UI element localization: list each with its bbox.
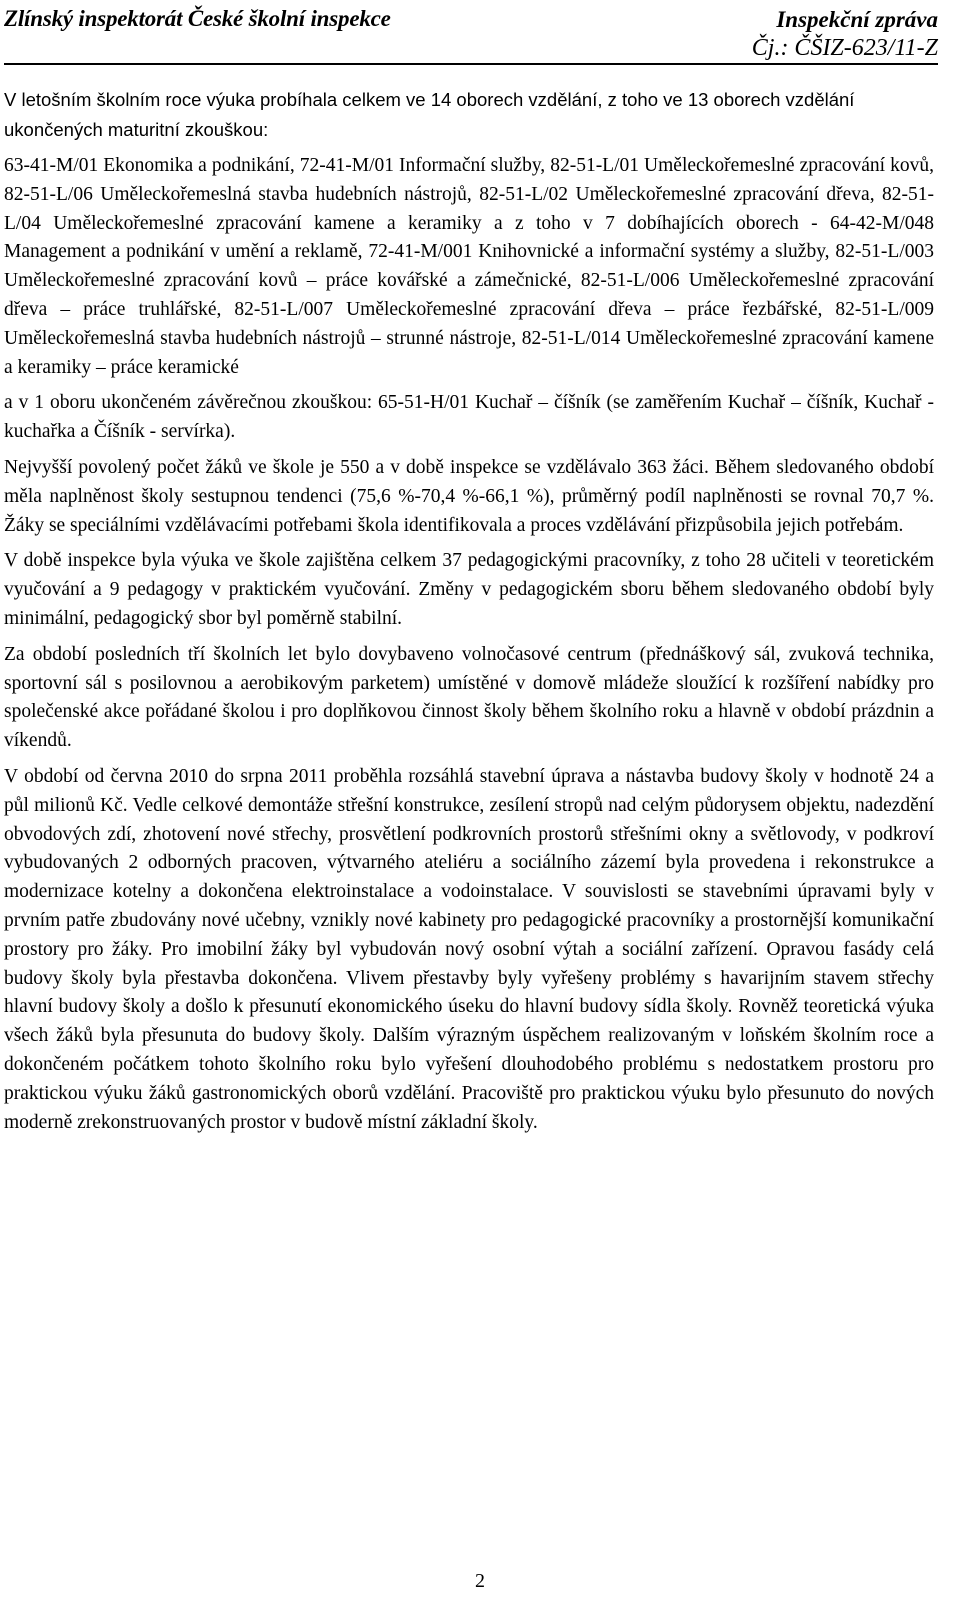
header-rule bbox=[4, 63, 938, 65]
paragraph-programs: 63-41-M/01 Ekonomika a podnikání, 72-41-M/01 Informační služby, 82-51-L/01 Uměleckořemeslné zpracování kovů, 82-51-L/06 Uměleckořemeslná stavba hudebních nástrojů, 82-51-L/02 Uměleckořemeslné zpracování dřeva, 82-51-L/04 Uměleckořemeslné zpracování kamene a keramiky a z toho v 7 dobíhajících oborech - 64-42-M/048 Management a podnikání v umění a reklamě, 72-41-M/001 Knihovnické a informační systémy a služby, 82-51-L/003 Uměleckořemeslné zpracování kovů – práce kovářské a zámečnické, 82-51-L/006 Uměleckořemeslné zpracování dřeva – práce truhlářské, 82-51-L/007 Uměleckořemeslné zpracování dřeva – práce řezbářské, 82-51-L/009 Uměleckořemeslná stavba hudebních nástrojů – strunné nástroje, 82-51-L/014 Uměleckořemeslné zpracování kamene a keramiky – práce keramické bbox=[4, 155, 934, 378]
report-title-block bbox=[752, 6, 938, 62]
document-body bbox=[4, 85, 934, 1144]
page-number: 2 bbox=[475, 1570, 485, 1592]
paragraph-staff: V době inspekce byla výuka ve škole zajištěna celkem 37 pedagogickými pracovníky, z toho 28 učiteli v teoretickém vyučování a 9 pedagogy v praktickém vyučování. Změny v pedagogickém sboru během sledovaného období byly minimální, pedagogický sbor byl poměrně stabilní. bbox=[4, 550, 934, 629]
report-title: Inspekční zpráva bbox=[776, 7, 938, 32]
paragraph-leisure-centre: Za období posledních tří školních let bylo dovybaveno volnočasové centrum (přednáškový sál, zvuková technika, sportovní sál s posilovnou a aerobikovým parketem) umístěné v domově mládeže sloužící k rozšíření nabídky pro společenské akce pořádané školou i pro doplňkovou činnost školy během školního roku a hlavně v období prázdnin a víkendů. bbox=[4, 643, 934, 752]
page-header bbox=[4, 6, 938, 62]
reference-number: Čj.: ČŠIZ-623/11-Z bbox=[751, 35, 938, 61]
paragraph-capacity: Nejvyšší povolený počet žáků ve škole je 550 a v době inspekce se vzdělávalo 363 žáci. Během sledovaného období měla naplněnost školy sestupnou tendenci (75,6 %-70,4 %-66,1 %), průměrný podíl naplněnosti se rovnal 70,7 %. Žáky se speciálními vzdělávacími potřebami škola identifikovala a proces vzdělávání přizpůsobila jejich potřebám. bbox=[4, 456, 934, 536]
paragraph-final-exam: a v 1 oboru ukončeném závěrečnou zkouškou: 65-51-H/01 Kuchař – číšník (se zaměřením Kuchař – číšník, Kuchař - kuchařka a Číšník - servírka). bbox=[4, 392, 934, 443]
paragraph-reconstruction: V období od června 2010 do srpna 2011 proběhla rozsáhlá stavební úprava a nástavba budovy školy v hodnotě 24 a půl milionů Kč. Vedle celkové demontáže střešní konstrukce, zesílení stropů nad celým půdorysem objektu, nadezdění obvodových zdí, zhotovení nové střechy, prosvětlení podkrovních prostorů střešními okny a světlovody, v podkroví vybudovaných 2 odborných pracoven, výtvarného ateliéru a sociálního zázemí byla provedena i rekonstrukce a modernizace kotelny a dokončena elektroinstalace a vodoinstalace. V souvislosti se stavebními úpravami byly v prvním patře zbudovány nové učebny, vznikly nové kabinety pro pedagogické pracovníky a prostornější komunikační prostory pro žáky. Pro imobilní žáky byl vybudován nový osobní výtah a sociální zařízení. Opravou fasády celá budovy školy byla přestavba dokončena. Vlivem přestavby byly vyřešeny problémy s havarijním stavem střechy hlavní budovy školy a došlo k přesunutí ekonomického úseku do hlavní budovy sídla školy. Rovněž teoretická výuka všech žáků byla přesunuta do budovy školy. Dalším výrazným úspěchem realizovaným v loňském školním roce a dokončeném počátkem tohoto školního roku bylo vyřešení dlouhodobého problému s nedostatkem prostoru pro praktickou výuku žáků gastronomických oborů vzdělání. Pracoviště pro praktickou výuku bylo přesunuto do nových moderně zrekonstruovaných prostor v budově místní základní školy. bbox=[4, 765, 934, 1133]
inspectorate-name: Zlínský inspektorát České školní inspekce bbox=[4, 6, 391, 31]
paragraph-intro: V letošním školním roce výuka probíhala celkem ve 14 oborech vzdělání, z toho ve 13 oborech vzdělání ukončených maturitní zkouškou: bbox=[4, 89, 855, 140]
